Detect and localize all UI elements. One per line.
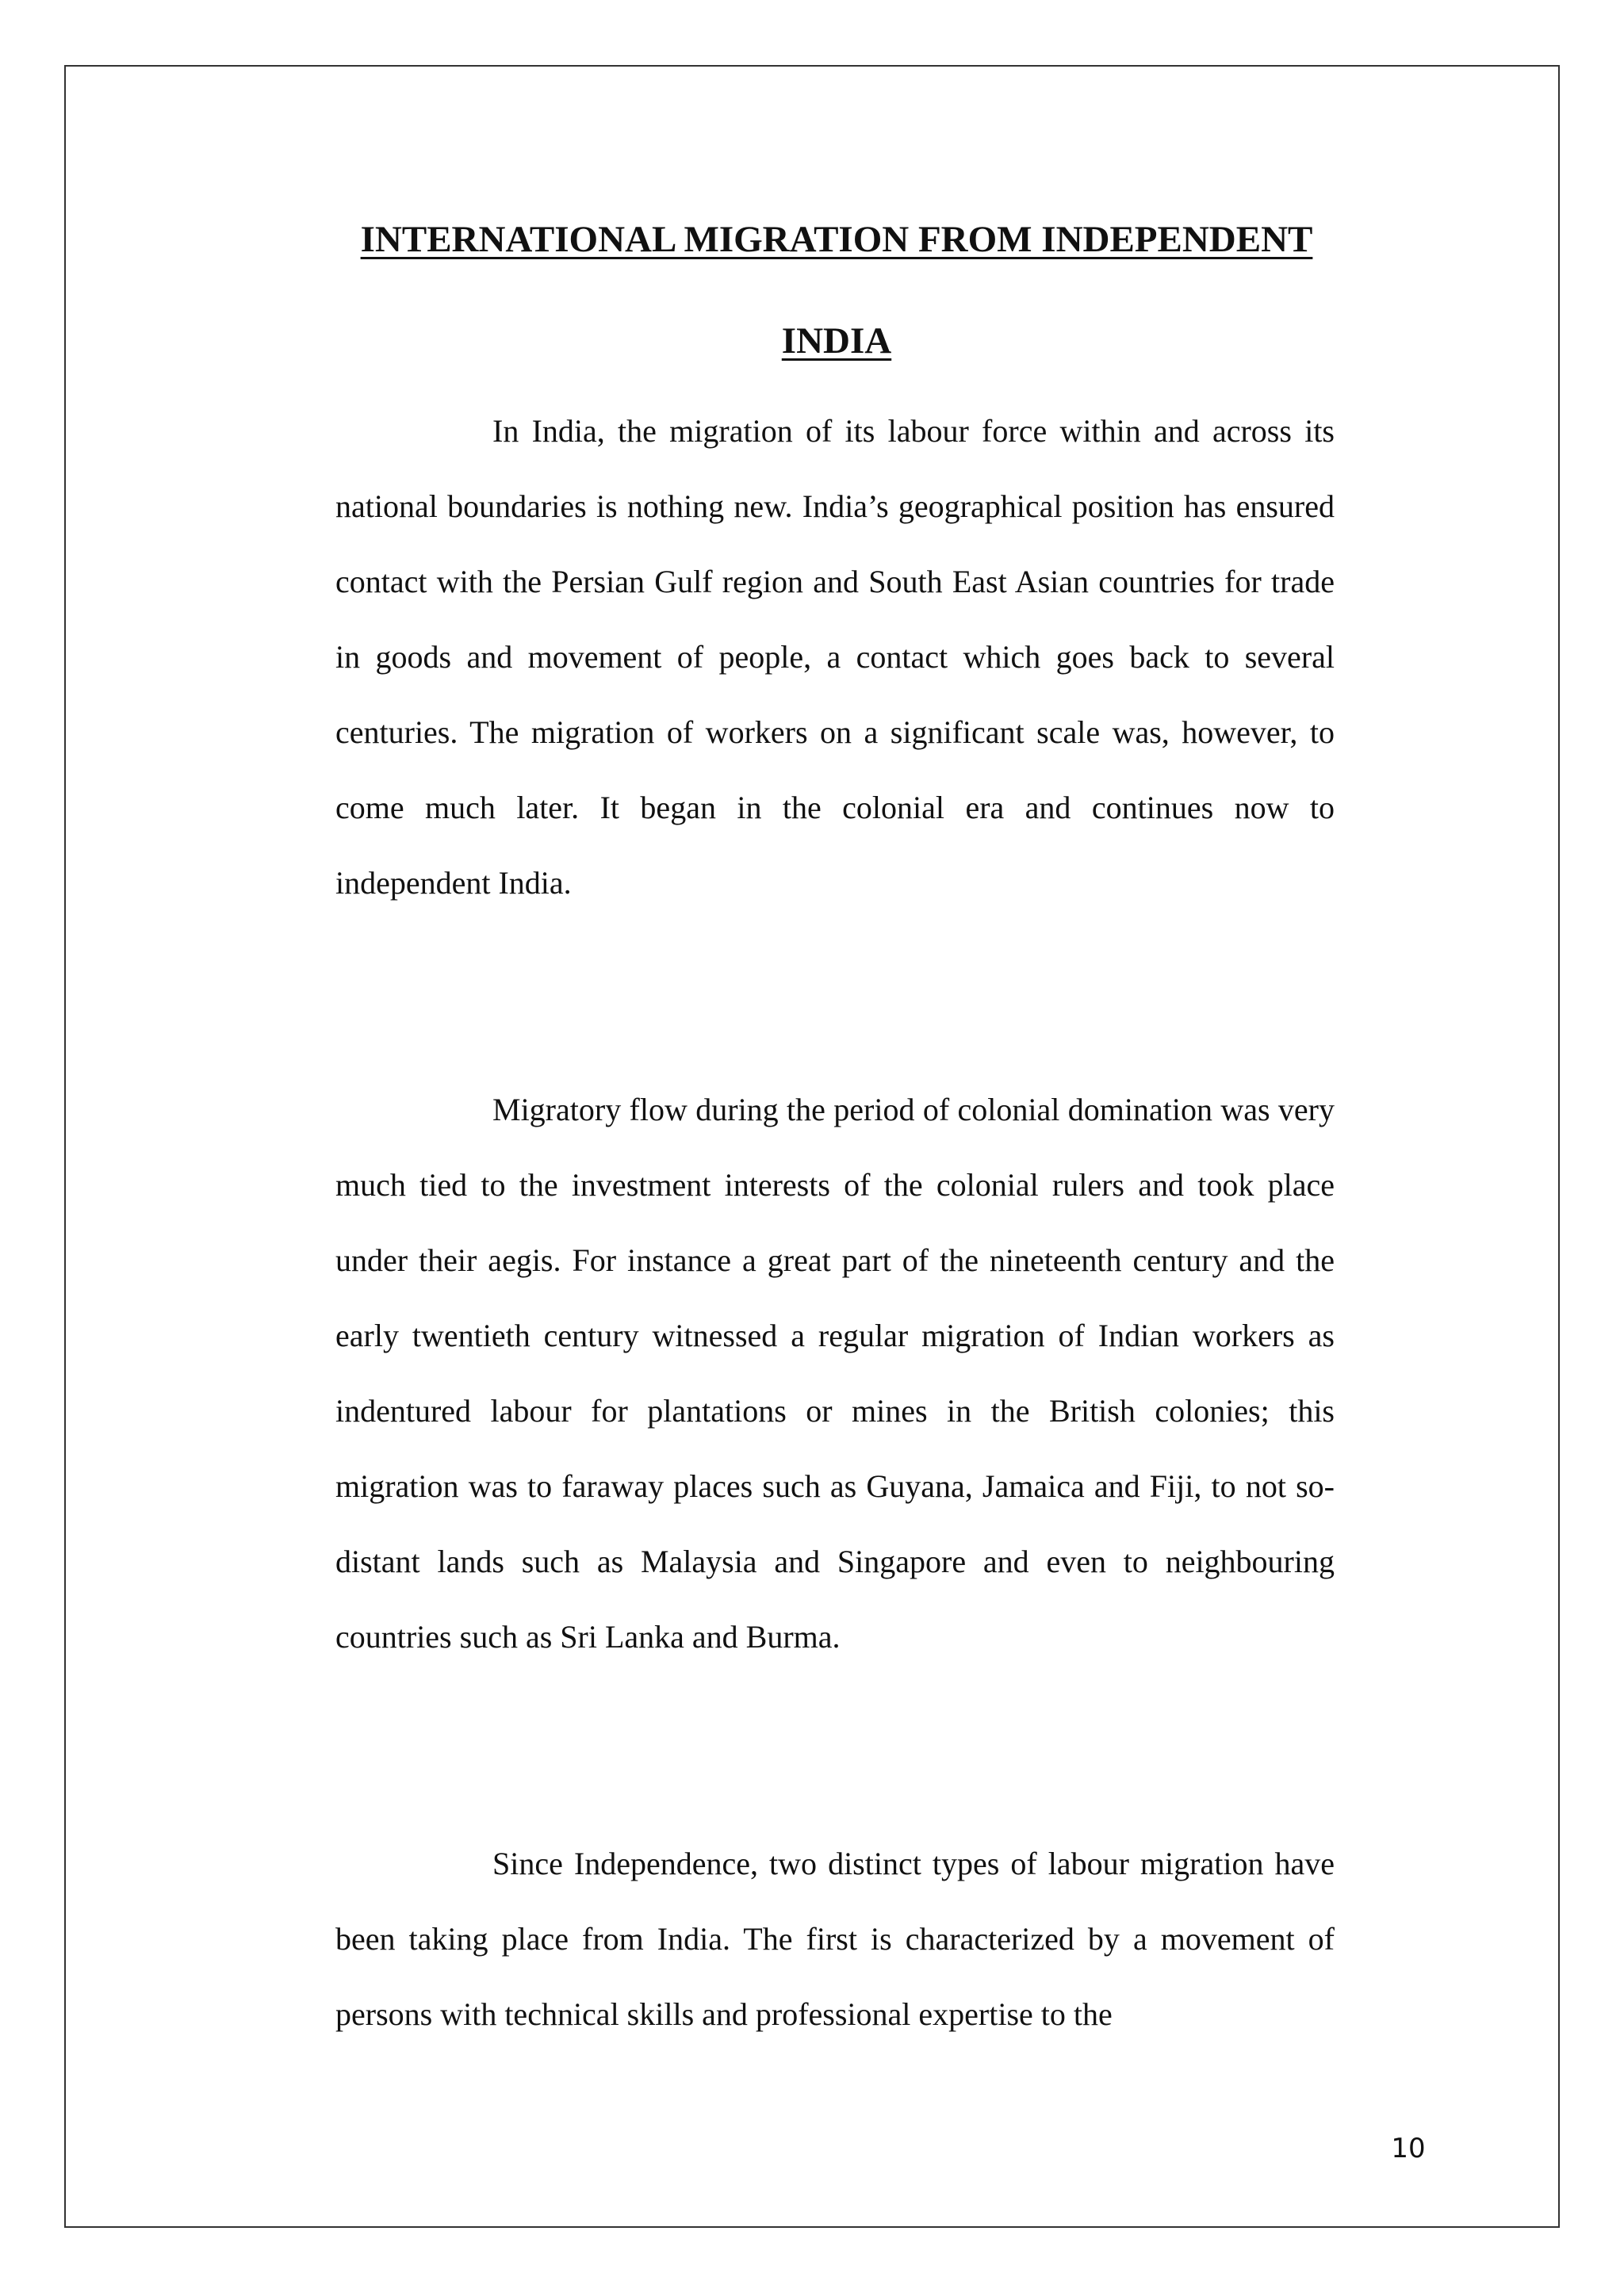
paragraph-2: Migratory flow during the period of colonial domination was very much tied to the investment interests of the colonial rulers and took place under their aegis. For instance a great part of the nineteenth century and the early twentieth century witnessed a regular migration of Indian workers as indentured labour for plantations or mines in the British colonies; this migration was to faraway places such as Guyana, Jamaica and Fiji, to not so-distant lands such as Malaysia and Singapore and even to neighbouring countries such as Sri Lanka and Burma. xyxy=(335,1092,1335,1655)
paragraph-1: In India, the migration of its labour force within and across its national boundaries is nothing new. India’s geographical position has ensured contact with the Persian Gulf region and South East Asian countries for trade in goods and movement of people, a contact which goes back to several centuries. The migration of workers on a significant scale was, however, to come much later. It began in the colonial era and continues now to independent India. xyxy=(335,413,1335,901)
page-number: 10 xyxy=(1391,2133,1426,2164)
paragraph-3: Since Independence, two distinct types of labour migration have been taking place from India. The first is characterized by a movement of persons with technical skills and professional expertise to the xyxy=(335,1846,1335,2032)
page-title: INTERNATIONAL MIGRATION FROM INDEPENDENT INDIA xyxy=(360,219,1313,362)
